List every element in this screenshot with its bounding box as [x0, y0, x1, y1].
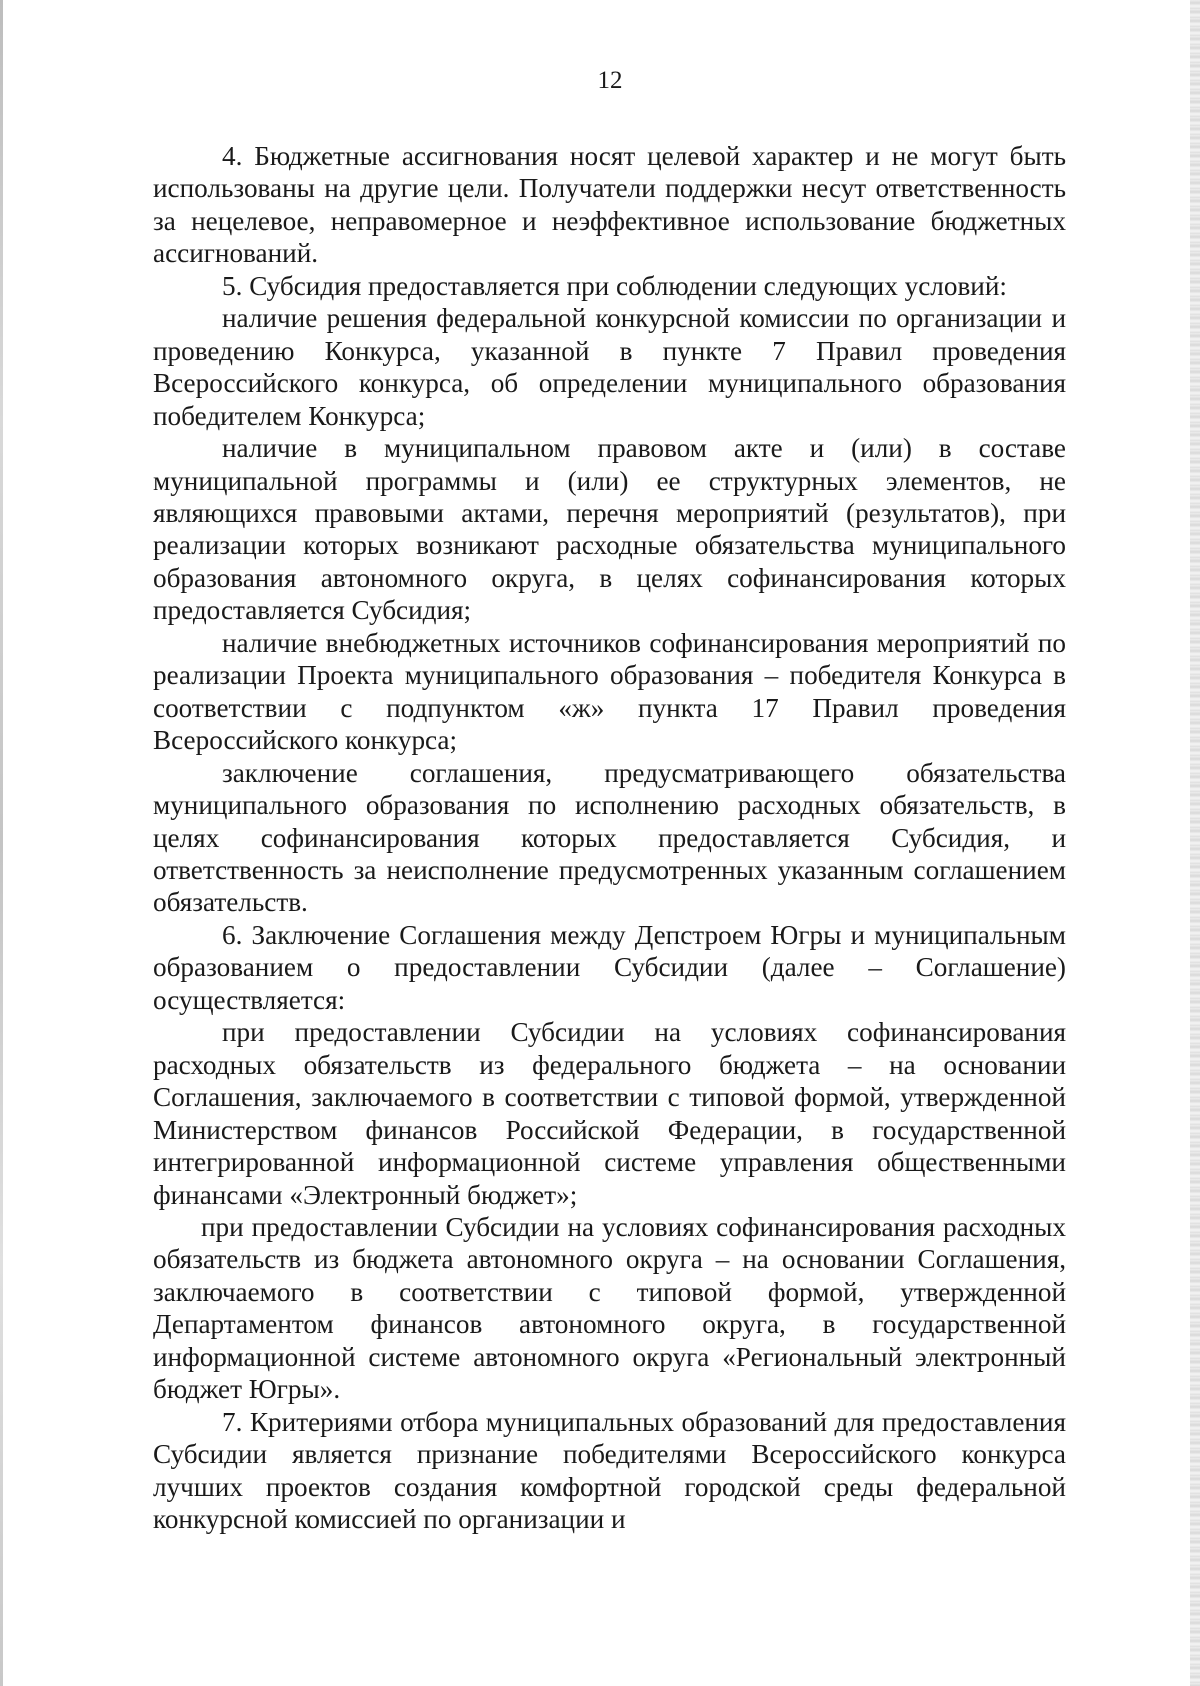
paragraph-6-agreement: 6. Заключение Соглашения между Депстроем Югры и муниципальным образованием о предоставлении Субсидии (далее – Соглашение) осуществляется:: [153, 919, 1066, 1015]
page-number: 12: [597, 67, 623, 94]
paragraph-7-selection-criteria: 7. Критериями отбора муниципальных образований для предоставления Субсидии является признание победителями Всероссийского конкурса лучших проектов создания комфортной городской среды федеральной конкурсной комиссией по организации и: [153, 1406, 1066, 1535]
condition-agreement: заключение соглашения, предусматривающего обязательства муниципального образования по исполнению расходных обязательств, в целях софинансирования которых предоставляется Субсидия, и ответственность за неисполнение предусмотренных указанным соглашением обязательств.: [153, 757, 1066, 918]
condition-extrabudgetary-sources: наличие внебюджетных источников софинансирования мероприятий по реализации Проекта муниципального образования – победителя Конкурса в соответствии с подпунктом «ж» пункта 17 Правил проведения Всероссийского конкурса;: [153, 627, 1066, 756]
agreement-federal-budget: при предоставлении Субсидии на условиях софинансирования расходных обязательств из федерального бюджета – на основании Соглашения, заключаемого в соответствии с типовой формой, утвержденной Министерством финансов Российской Федерации, в государственной интегрированной информационной системе управления общественными финансами «Электронный бюджет»;: [153, 1017, 1066, 1210]
document-body: [153, 140, 1066, 1535]
agreement-regional-budget: при предоставлении Субсидии на условиях софинансирования расходных обязательств из бюджета автономного округа – на основании Соглашения, заключаемого в соответствии с типовой формой, утвержденной Департаментом финансов автономного округа, в государственной информационной системе автономного округа «Региональный электронный бюджет Югры».: [153, 1211, 1066, 1405]
paragraph-5-subsidy-conditions: 5. Субсидия предоставляется при соблюдении следующих условий:: [222, 270, 1007, 301]
condition-municipal-act: наличие в муниципальном правовом акте и (или) в составе муниципальной программы и (или) ее структурных элементов, не являющихся правовыми актами, перечня мероприятий (результатов), при реализации которых возникают расходные обязательства муниципального образования автономного округа, в целях софинансирования которых предоставляется Субсидия;: [153, 433, 1066, 626]
condition-commission-decision: наличие решения федеральной конкурсной комиссии по организации и проведению Конкурса, указанной в пункте 7 Правил проведения Всероссийского конкурса, об определении муниципального образования победителем Конкурса;: [153, 303, 1066, 431]
paragraph-4-budget-allocations: 4. Бюджетные ассигнования носят целевой характер и не могут быть использованы на другие цели. Получатели поддержки несут ответственность за нецелевое, неправомерное и неэффективное использование бюджетных ассигнований.: [153, 141, 1066, 269]
